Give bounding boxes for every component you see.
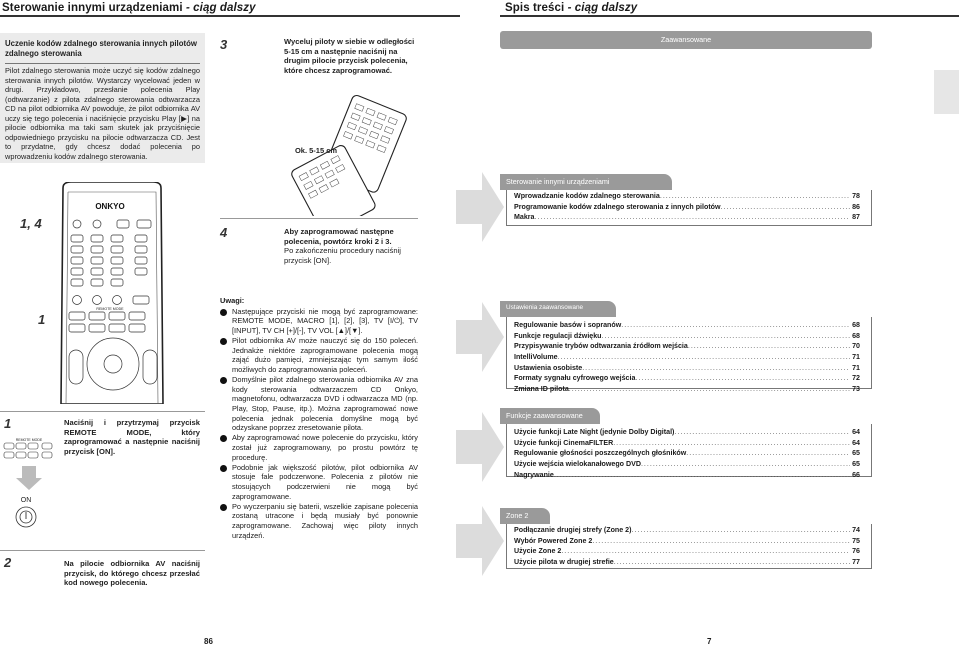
- step-3-number: 3: [220, 37, 228, 52]
- right-page-number: 7: [707, 637, 712, 646]
- remote-mode-buttons-illustration: [0, 430, 58, 540]
- toc-tab-control-other-devices[interactable]: Sterowanie innymi urządzeniami: [500, 174, 672, 190]
- toc-entry[interactable]: Regulowanie głośności poszczególnych głośników ..... 65: [514, 449, 860, 460]
- svg-text:REMOTE MODE: REMOTE MODE: [96, 307, 124, 311]
- arrow-icon: [456, 302, 504, 372]
- toc-list-section-2: [514, 321, 860, 396]
- note-item: Pilot odbiornika AV może nauczyć się do 150 poleceń. Jednakże niektóre zaprogramowane polecenia mogą zająć dużo pamięci, zmniejszając tym samym ilość możliwych do zaprogramowania poleceń.: [220, 336, 418, 375]
- toc-entry[interactable]: Funkcje regulacji dźwięku ..... 68: [514, 332, 860, 343]
- toc-entry[interactable]: Formaty sygnału cyfrowego wejścia ..... 72: [514, 374, 860, 385]
- toc-tab-advanced-settings[interactable]: Ustawienia zaawansowane: [500, 301, 616, 317]
- toc-entry[interactable]: Użycie Zone 2 ..... 76: [514, 547, 860, 558]
- step-4-number: 4: [220, 225, 228, 240]
- arrow-icon: [456, 412, 504, 482]
- toc-entry[interactable]: Makra ..... 87: [514, 213, 860, 224]
- step-1-text: Naciśnij i przytrzymaj przycisk REMOTE MODE, który zaprogramować a następnie naciśnij przycisk [ON].: [64, 418, 200, 457]
- toc-entry[interactable]: Użycie funkcji CinemaFILTER ..... 64: [514, 439, 860, 450]
- toc-tab-advanced-functions[interactable]: Funkcje zaawansowane: [500, 408, 600, 424]
- step-1-number: 1: [4, 416, 12, 431]
- note-item: Domyślnie pilot zdalnego sterowania odbiornika AV zna kody sterowania odtwarzaczem CD Onkyo, magnetofonu, odtwarzacza DVD i odtwarzacza MD (np. Play, Stop, Pause, itp.). Można zaprogramować nowe polecenia jednak polecenia domyślne mogą być odzyskane poprzez zresetowanie pilota.: [220, 375, 418, 433]
- down-arrow-icon: [16, 466, 42, 490]
- figure-label-steps-1-4: 1, 4: [20, 216, 42, 231]
- toc-entry[interactable]: Użycie wejścia wielokanałowego DVD ..... 65: [514, 460, 860, 471]
- toc-entry[interactable]: Użycie pilota w drugiej strefie ..... 77: [514, 558, 860, 569]
- arrow-icon: [456, 506, 504, 576]
- right-page-title: Spis treści - ciąg dalszy: [505, 2, 638, 14]
- toc-list-section-3: [514, 428, 860, 481]
- remotes-facing-illustration: [262, 92, 432, 216]
- toc-entry[interactable]: Wybór Powered Zone 2 ..... 75: [514, 537, 860, 548]
- toc-entry[interactable]: Użycie funkcji Late Night (jedynie Dolby Digital) ..... 64: [514, 428, 860, 439]
- on-label: ON: [20, 497, 32, 504]
- toc-entry[interactable]: Programowanie kodów zdalnego sterowania z innych pilotów ..... 86: [514, 203, 860, 214]
- toc-entry[interactable]: Wprowadzanie kodów zdalnego sterowania ..... 78: [514, 192, 860, 203]
- note-item: Aby zaprogramować nowe polecenie do przycisku, który został już zaprogramowany, po prostu powtórz tę procedurę.: [220, 433, 418, 462]
- toc-list-section-1: [514, 192, 860, 224]
- toc-entry[interactable]: Ustawienia osobiste ..... 71: [514, 364, 860, 375]
- step-2-rule: [0, 550, 205, 551]
- left-page-title: Sterowanie innymi urządzeniami - ciąg dalszy: [2, 2, 256, 14]
- left-page-number: 86: [204, 637, 213, 646]
- right-header-rule: [500, 15, 959, 17]
- toc-entry[interactable]: Regulowanie basów i sopranów ..... 68: [514, 321, 860, 332]
- toc-tab-advanced[interactable]: Zaawansowane: [500, 31, 872, 49]
- notes-section: [220, 296, 418, 541]
- left-header-rule: [0, 15, 460, 17]
- note-item: Podobnie jak większość pilotów, pilot odbiornika AV stosuje fale podczerwone. Polecenia z pilotów nie stosujących podczerwieni nie mogą być zaprogramowane.: [220, 463, 418, 502]
- distance-label: Ok. 5-15 cm: [294, 146, 338, 155]
- toc-entry[interactable]: IntelliVolume ..... 71: [514, 353, 860, 364]
- toc-list-section-4: [514, 526, 860, 569]
- toc-tab-zone-2[interactable]: Zone 2: [500, 508, 550, 524]
- notes-title: Uwagi:: [220, 296, 245, 305]
- svg-text:REMOTE MODE: REMOTE MODE: [15, 438, 43, 442]
- step-4-rule: [220, 218, 418, 219]
- step-2-number: 2: [4, 555, 12, 570]
- toc-entry[interactable]: Nagrywanie ..... 66: [514, 471, 860, 482]
- step-3-text: Wyceluj piloty w siebie w odległości 5-15 cm a następnie naciśnij na drugim pilocie przycisk polecenia, które chcesz zaprogramować.: [284, 37, 415, 76]
- toc-entry[interactable]: Przypisywanie trybów odtwarzania źródłom wejścia ..... 70: [514, 342, 860, 353]
- figure-label-step-1: 1: [38, 312, 46, 327]
- onkyo-logo: ONKYO: [95, 202, 125, 211]
- av-remote-illustration: [55, 182, 170, 404]
- page-edge-tab: [934, 70, 959, 114]
- learning-intro-body: Pilot zdalnego sterowania może uczyć się kodów zdalnego sterowania innych pilotów. Wystarczy wycelować jeden w drugi. Przykładowo, przesłanie polecenia Play (odtwarzanie) z pilota zdalnego sterowania odtwarzacza CD na pilot odbiornika AV powoduje, że pilot odbiornika AV uczy się tego polecenia i naciśnięcie przycisku Play [▶] na pilocie odbiornika ma taki sam skutek jak przyciśnięcie odpowiedniego przycisku na pilocie odtwarzacza CD. Jest to przydatne, gdy chcesz dodać polecenia po wprowadzeniu kodów zdalnego sterowania.: [5, 66, 200, 161]
- step-4-text: Aby zaprogramować następne polecenia, powtórz kroki 2 i 3. Po zakończeniu procedury naciśnij przycisk [ON].: [284, 227, 401, 266]
- toc-entry[interactable]: Zmiana ID pilota ..... 73: [514, 385, 860, 396]
- note-item: Po wyczerpaniu się baterii, wszelkie zapisane polecenia zostaną utracone i będą musiały być ponownie zaprogramowane. Zachowaj więc piloty innych urządzeń.: [220, 502, 418, 541]
- learning-intro-box: [0, 33, 205, 163]
- note-item: Następujące przyciski nie mogą być zaprogramowane: REMOTE MODE, MACRO [1], [2], [3], TV [I/⏻], TV [INPUT], TV CH [+]/[-], TV VOL [▲]/[▼].: [220, 307, 418, 336]
- toc-entry[interactable]: Podłączanie drugiej strefy (Zone 2) ..... 74: [514, 526, 860, 537]
- step-2-text: Na pilocie odbiornika AV naciśnij przycisk, do którego chcesz przesłać kod nowego polecenia.: [64, 559, 200, 588]
- step-1-rule: [0, 411, 205, 412]
- arrow-icon: [456, 172, 504, 242]
- learning-intro-title: Uczenie kodów zdalnego sterowania innych pilotów zdalnego sterowania: [5, 39, 200, 64]
